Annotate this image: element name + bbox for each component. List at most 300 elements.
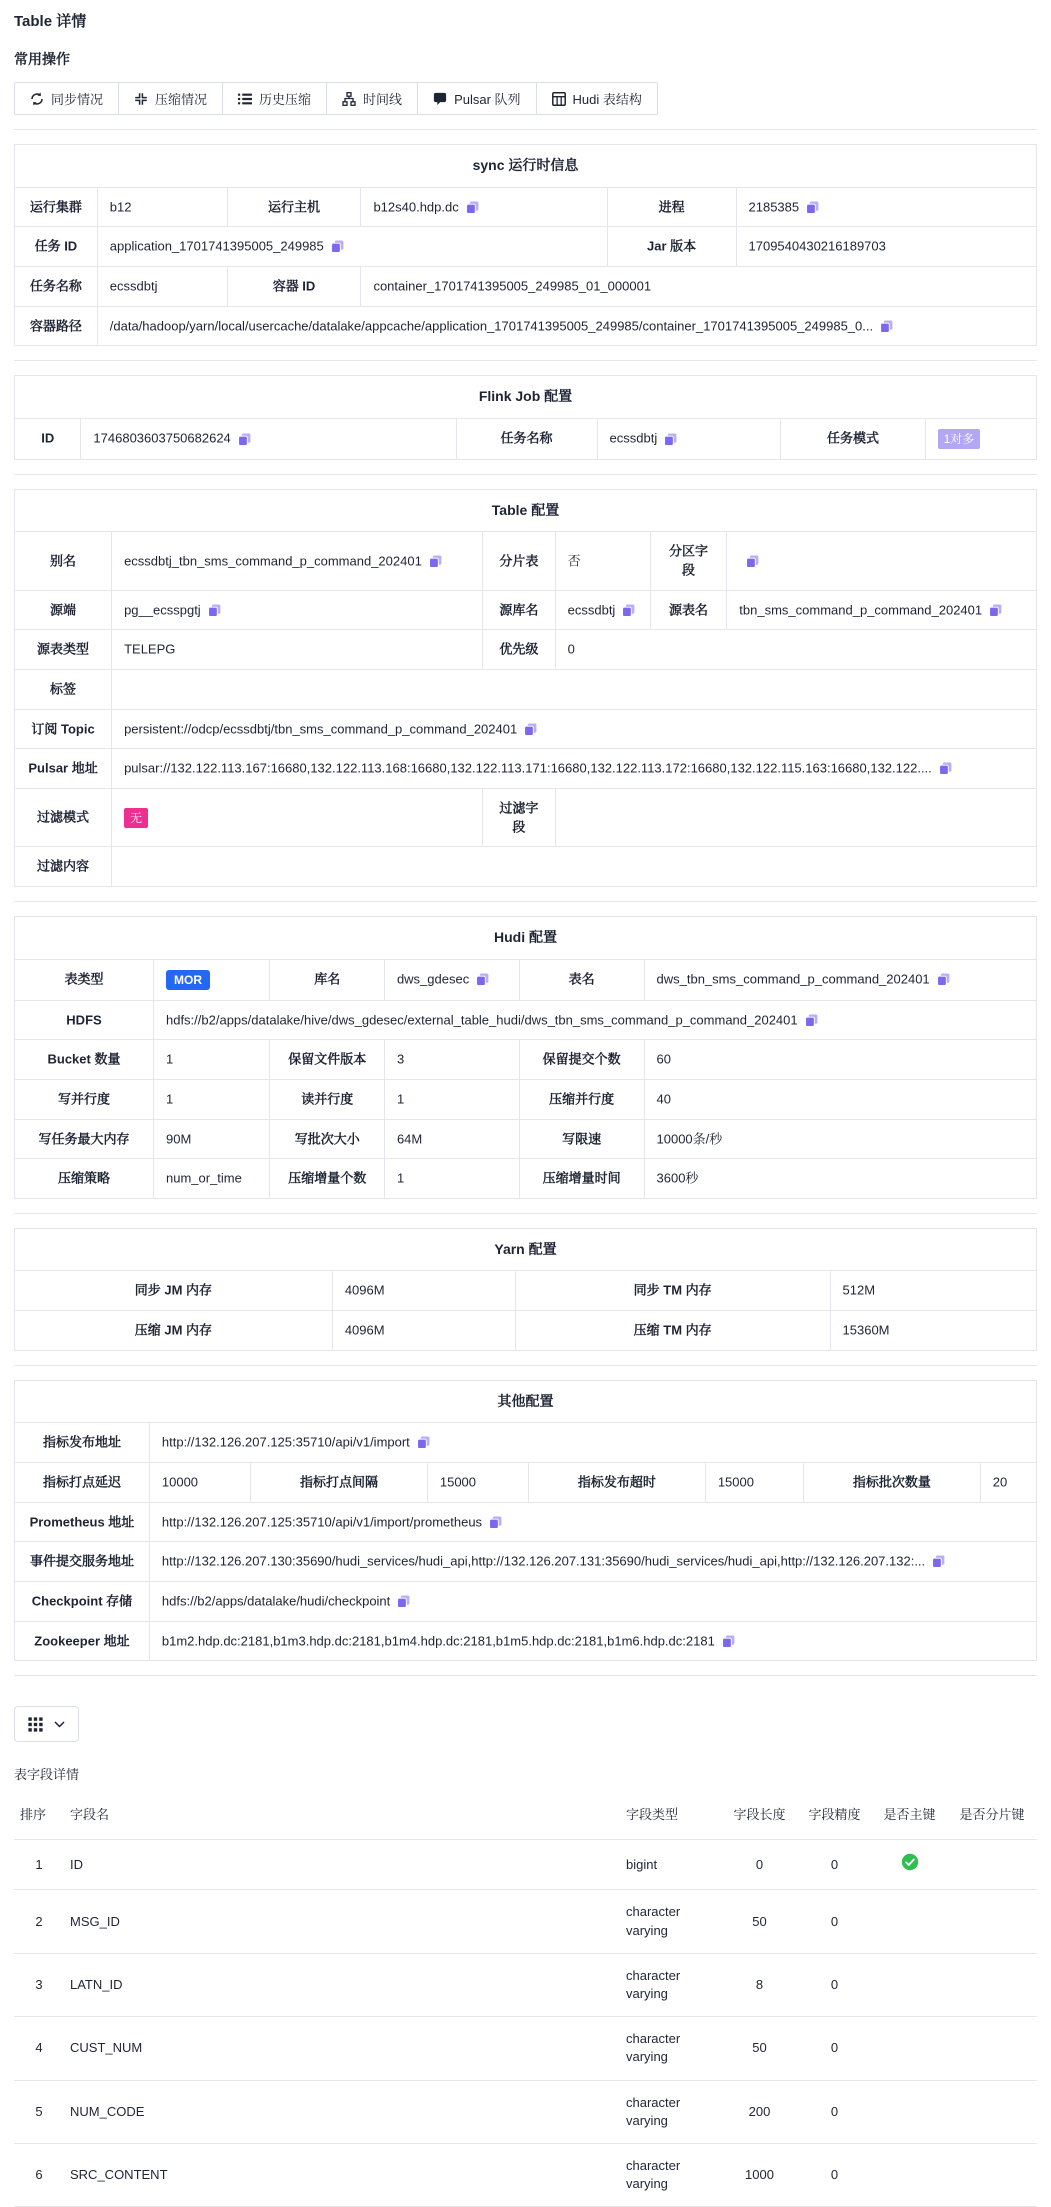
copy-icon[interactable]	[429, 555, 442, 568]
field-value	[384, 1079, 519, 1119]
sync-runtime-card	[14, 144, 1037, 346]
toolbar-button-label: 历史压缩	[259, 92, 312, 107]
field-label-text: Zookeeper 地址	[34, 1633, 130, 1649]
copy-icon[interactable]	[331, 240, 344, 253]
copy-icon[interactable]	[622, 604, 635, 617]
field-label	[15, 1463, 150, 1503]
field-value-text: 1	[165, 1051, 174, 1067]
config-row	[15, 1502, 1037, 1542]
section-title: sync 运行时信息	[15, 145, 1037, 188]
copy-icon[interactable]	[937, 973, 950, 986]
field-value	[736, 187, 1037, 227]
section-title: Flink Job 配置	[15, 376, 1037, 419]
field-length: 8	[722, 1953, 797, 2016]
field-precision: 0	[797, 2017, 872, 2080]
section-divider	[14, 129, 1037, 130]
field-label	[483, 789, 556, 847]
field-value	[153, 959, 270, 1000]
toolbar-button-4[interactable]	[326, 82, 418, 115]
field-label	[519, 1119, 644, 1159]
field-precision: 0	[797, 1840, 872, 1890]
table-row	[14, 1840, 1037, 1890]
field-label	[270, 959, 384, 1000]
field-value	[112, 630, 483, 670]
field-label	[15, 418, 81, 459]
field-length: 50	[722, 2017, 797, 2080]
config-row	[15, 749, 1037, 789]
config-row	[15, 1159, 1037, 1199]
field-label	[607, 187, 736, 227]
config-row	[15, 1542, 1037, 1582]
config-row	[15, 306, 1037, 346]
copy-icon[interactable]	[208, 604, 221, 617]
table-row	[14, 1953, 1037, 2016]
field-value	[727, 532, 1037, 590]
field-label	[519, 1040, 644, 1080]
field-label	[15, 1159, 154, 1199]
config-row	[15, 1463, 1037, 1503]
field-name: CUST_NUM	[64, 2017, 620, 2080]
field-label	[15, 1542, 150, 1582]
field-label	[15, 1581, 150, 1621]
field-label	[15, 1079, 154, 1119]
field-label-text: Jar 版本	[647, 238, 697, 254]
field-label-text: 源库名	[499, 602, 539, 618]
field-length: 50	[722, 1890, 797, 1953]
field-label	[515, 1311, 830, 1351]
field-value	[427, 1463, 528, 1503]
config-row	[15, 1423, 1037, 1463]
field-label	[483, 590, 556, 630]
field-value-text: pg__ecsspgtj	[124, 602, 201, 618]
field-value	[705, 1463, 803, 1503]
field-value-text: 64M	[396, 1131, 423, 1146]
field-precision: 0	[797, 2080, 872, 2143]
copy-icon[interactable]	[466, 201, 479, 214]
field-value-text: 2185385	[748, 199, 800, 215]
config-row	[15, 847, 1037, 887]
field-label-text: 优先级	[499, 641, 539, 657]
config-row	[15, 187, 1037, 227]
field-value-text: 4096M	[344, 1322, 385, 1338]
field-value-text: 1	[396, 1170, 405, 1186]
field-label-text: 指标发布地址	[42, 1434, 121, 1450]
field-value	[112, 670, 1037, 710]
table-row	[14, 2017, 1037, 2080]
field-label-text: 读并行度	[301, 1091, 354, 1107]
field-label	[519, 1159, 644, 1199]
field-value-text: ecssdbtj_tbn_sms_command_p_command_202401	[124, 553, 422, 569]
field-value-text: /data/hadoop/yarn/local/usercache/datalake/appcache/application_1701741395005_249985/container_1701741395005_249985_0...	[109, 318, 874, 334]
copy-icon[interactable]	[722, 1635, 735, 1648]
field-label-text: 进程	[658, 199, 685, 215]
field-label	[227, 187, 361, 227]
history-list-icon	[238, 92, 252, 106]
field-value-text: b12s40.hdp.dc	[373, 199, 459, 215]
field-order: 5	[14, 2080, 64, 2143]
field-label	[227, 266, 361, 306]
fields-column-header: 字段名	[64, 1800, 620, 1840]
table-grid-icon	[552, 92, 566, 106]
field-label-text: 保留文件版本	[288, 1051, 367, 1067]
field-order: 1	[14, 1840, 64, 1890]
field-label	[607, 227, 736, 267]
copy-icon[interactable]	[932, 1555, 945, 1568]
field-label	[515, 1271, 830, 1311]
field-value	[644, 1040, 1037, 1080]
flink-job-config-card	[14, 375, 1037, 460]
field-value-text: hdfs://b2/apps/datalake/hive/dws_gdesec/external_table_hudi/dws_tbn_sms_command_p_command_202401	[165, 1012, 798, 1028]
fields-header-row	[14, 1800, 1037, 1840]
field-value	[384, 1159, 519, 1199]
field-value	[980, 1463, 1036, 1503]
field-label-text: 压缩增量个数	[288, 1170, 367, 1186]
field-label	[483, 532, 556, 590]
section-title: 其他配置	[15, 1380, 1037, 1423]
field-value-text: container_1701741395005_249985_01_000001	[373, 278, 652, 294]
field-value-text: 1746803603750682624	[93, 430, 231, 446]
field-length: 0	[722, 1840, 797, 1890]
field-value	[644, 1079, 1037, 1119]
field-label-text: 运行集群	[29, 199, 82, 215]
field-label	[15, 1000, 154, 1040]
copy-icon[interactable]	[746, 555, 759, 568]
field-label-text: 指标发布超时	[577, 1474, 656, 1490]
config-row	[15, 1311, 1037, 1351]
field-label	[483, 630, 556, 670]
field-value	[97, 266, 227, 306]
section-divider	[14, 474, 1037, 475]
field-primary-key	[872, 2143, 947, 2206]
table-row	[14, 1890, 1037, 1953]
toolbar-button-1[interactable]	[14, 82, 119, 115]
field-value-text: 4096M	[344, 1282, 385, 1298]
config-row	[15, 1621, 1037, 1661]
status-badge: 无	[124, 808, 148, 828]
field-value-text: application_1701741395005_249985	[109, 238, 324, 254]
field-value-text: http://132.126.207.130:35690/hudi_services/hudi_api,http://132.126.207.131:35690/hudi_services/hudi_api,http://132.126.207.132:...	[161, 1553, 926, 1569]
field-label-text: 同步 TM 内存	[633, 1282, 712, 1298]
table-row	[14, 2143, 1037, 2206]
table-config-table	[14, 489, 1037, 887]
common-ops-title: 常用操作	[14, 51, 70, 67]
field-label-text: 写批次大小	[294, 1131, 360, 1146]
field-primary-key	[872, 1890, 947, 1953]
field-type: character varying	[620, 2017, 722, 2080]
field-label-text: Prometheus 地址	[29, 1514, 135, 1530]
field-type: character varying	[620, 2143, 722, 2206]
field-label-text: 分片表	[499, 553, 539, 569]
copy-icon[interactable]	[238, 433, 251, 446]
toolbar-button-label: Pulsar 队列	[454, 92, 521, 107]
field-name: MSG_ID	[64, 1890, 620, 1953]
field-value	[153, 1159, 270, 1199]
grid-icon	[28, 1717, 43, 1732]
copy-icon[interactable]	[664, 433, 677, 446]
fields-column-header: 是否主键	[872, 1800, 947, 1840]
fields-column-header: 字段长度	[722, 1800, 797, 1840]
field-value	[555, 789, 1036, 847]
field-value	[112, 590, 483, 630]
field-label	[650, 532, 727, 590]
field-label-text: 容器 ID	[272, 278, 316, 294]
field-primary-key	[872, 1840, 947, 1890]
field-shard-key	[947, 1840, 1037, 1890]
field-label	[270, 1159, 384, 1199]
field-value	[644, 1119, 1037, 1159]
toolbar-button-5[interactable]	[417, 82, 536, 115]
field-precision: 0	[797, 1953, 872, 2016]
field-type: character varying	[620, 2080, 722, 2143]
field-order: 6	[14, 2143, 64, 2206]
copy-icon[interactable]	[476, 973, 489, 986]
field-value-text: 512M	[842, 1282, 876, 1298]
field-label-text: 压缩 JM 内存	[134, 1322, 213, 1338]
field-value-text: b12	[109, 199, 132, 215]
field-value	[644, 959, 1037, 1000]
field-label	[650, 590, 727, 630]
section-divider	[14, 1365, 1037, 1366]
config-row	[15, 418, 1037, 459]
config-row	[15, 1040, 1037, 1080]
field-value-text: dws_gdesec	[396, 971, 470, 987]
section-divider	[14, 1675, 1037, 1676]
field-name: LATN_ID	[64, 1953, 620, 2016]
copy-icon[interactable]	[806, 201, 819, 214]
config-row	[15, 789, 1037, 847]
section-title: Hudi 配置	[15, 916, 1037, 959]
field-value-text: 3	[396, 1051, 405, 1067]
field-label-text: 指标批次数量	[852, 1474, 931, 1490]
config-row	[15, 1271, 1037, 1311]
field-value	[925, 418, 1036, 459]
sync-icon	[30, 92, 44, 106]
field-label	[15, 1502, 150, 1542]
copy-icon[interactable]	[939, 762, 952, 775]
field-shard-key	[947, 1953, 1037, 2016]
field-label	[15, 1423, 150, 1463]
field-label-text: 源表类型	[37, 641, 90, 657]
field-value-text: 60	[656, 1051, 671, 1067]
field-label-text: 同步 JM 内存	[134, 1282, 213, 1298]
field-label-text: 过滤字段	[499, 800, 539, 835]
field-value	[97, 227, 607, 267]
config-row	[15, 1581, 1037, 1621]
toolbar-button-label: 同步情况	[51, 92, 104, 107]
field-label	[15, 532, 112, 590]
copy-icon[interactable]	[397, 1595, 410, 1608]
field-value	[384, 1119, 519, 1159]
field-label-text: ID	[41, 430, 55, 446]
column-settings-dropdown[interactable]	[14, 1706, 79, 1742]
fields-column-header: 字段精度	[797, 1800, 872, 1840]
field-type: bigint	[620, 1840, 722, 1890]
field-order: 3	[14, 1953, 64, 2016]
field-label-text: Checkpoint 存储	[31, 1593, 133, 1609]
field-value	[153, 1079, 270, 1119]
field-value	[97, 187, 227, 227]
field-label	[270, 1119, 384, 1159]
field-value-text: dws_tbn_sms_command_p_command_202401	[656, 971, 930, 987]
status-badge: 1对多	[938, 429, 981, 449]
field-value	[644, 1159, 1037, 1199]
field-label	[15, 709, 112, 749]
field-label-text: 运行主机	[267, 199, 320, 215]
field-value-text: http://132.126.207.125:35710/api/v1/import/prometheus	[161, 1514, 483, 1530]
field-value	[555, 590, 650, 630]
section-header-row	[15, 1380, 1037, 1423]
field-value	[153, 1000, 1036, 1040]
field-label-text: 压缩增量时间	[542, 1170, 621, 1186]
section-header-row	[15, 1228, 1037, 1271]
field-value	[149, 1502, 1036, 1542]
field-label-text: 分区字段	[668, 543, 708, 578]
field-name: ID	[64, 1840, 620, 1890]
field-value	[81, 418, 456, 459]
field-label-text: 指标打点延迟	[42, 1474, 121, 1490]
field-label-text: 表名	[568, 971, 595, 987]
field-label	[781, 418, 925, 459]
field-label	[15, 959, 154, 1000]
sync-runtime-table	[14, 144, 1037, 346]
field-label	[15, 1621, 150, 1661]
field-label	[15, 789, 112, 847]
field-value	[361, 266, 1037, 306]
config-sections	[14, 144, 1037, 1676]
field-value	[97, 306, 1036, 346]
field-label-text: 表类型	[64, 971, 104, 987]
hudi-config-card	[14, 916, 1037, 1199]
field-type: character varying	[620, 1890, 722, 1953]
field-label-text: 压缩策略	[57, 1170, 110, 1186]
fields-section-title: 表字段详情	[14, 1767, 80, 1783]
field-value	[149, 1581, 1036, 1621]
field-value	[112, 847, 1037, 887]
field-value-text: 15000	[439, 1474, 477, 1490]
field-label-text: HDFS	[66, 1012, 102, 1028]
config-row	[15, 590, 1037, 630]
toolbar-button-2[interactable]	[118, 82, 223, 115]
yarn-config-card	[14, 1228, 1037, 1351]
field-value-text: pulsar://132.122.113.167:16680,132.122.113.168:16680,132.122.113.171:16680,132.122.113.172:16680,132.122.115.163:16680,132.122....	[124, 760, 932, 776]
other-config-card	[14, 1380, 1037, 1662]
field-label	[15, 749, 112, 789]
field-label	[519, 959, 644, 1000]
section-title: Table 配置	[15, 489, 1037, 532]
field-label-text: 库名	[314, 971, 341, 987]
field-label-text: 过滤内容	[37, 858, 90, 874]
field-length: 1000	[722, 2143, 797, 2206]
copy-icon[interactable]	[489, 1516, 502, 1529]
section-divider	[14, 1213, 1037, 1214]
field-value	[727, 590, 1037, 630]
config-row	[15, 670, 1037, 710]
field-label-text: 事件提交服务地址	[29, 1553, 134, 1569]
section-header-row	[15, 145, 1037, 188]
field-label	[15, 1119, 154, 1159]
toolbar-button-label: Hudi 表结构	[572, 92, 642, 107]
field-label-text: 容器路径	[29, 318, 82, 334]
field-label-text: 任务模式	[827, 430, 880, 446]
field-value-text: http://132.126.207.125:35710/api/v1/import	[161, 1434, 410, 1450]
section-header-row	[15, 916, 1037, 959]
field-label	[456, 418, 597, 459]
field-value	[149, 1423, 1036, 1463]
copy-icon[interactable]	[417, 1436, 430, 1449]
field-value	[149, 1621, 1036, 1661]
fields-table	[14, 1800, 1037, 2207]
copy-icon[interactable]	[880, 320, 893, 333]
field-label-text: 订阅 Topic	[31, 721, 95, 737]
field-value	[149, 1463, 250, 1503]
section-divider	[14, 901, 1037, 902]
timeline-icon	[342, 92, 356, 106]
field-value	[112, 789, 483, 847]
hudi-config-table	[14, 916, 1037, 1199]
field-value-text: 90M	[165, 1131, 192, 1146]
section-header-row	[15, 376, 1037, 419]
config-row	[15, 227, 1037, 267]
config-row	[15, 709, 1037, 749]
toolbar-button-label: 压缩情况	[155, 92, 208, 107]
field-value-text: 20	[992, 1474, 1008, 1490]
field-label-text: 源表名	[668, 602, 708, 618]
field-label	[15, 1311, 333, 1351]
field-label	[529, 1463, 706, 1503]
copy-icon[interactable]	[805, 1014, 818, 1027]
field-label	[15, 227, 98, 267]
field-value	[555, 532, 650, 590]
field-label-text: 别名	[50, 553, 77, 569]
field-label-text: 过滤模式	[37, 809, 90, 825]
field-value	[112, 709, 1037, 749]
field-precision: 0	[797, 1890, 872, 1953]
field-length: 200	[722, 2080, 797, 2143]
field-value-text: 10000	[161, 1474, 199, 1490]
field-value-text: TELEPG	[124, 641, 176, 657]
copy-icon[interactable]	[989, 604, 1002, 617]
config-row	[15, 532, 1037, 590]
field-value	[597, 418, 781, 459]
flink-job-config-table	[14, 375, 1037, 460]
field-primary-key	[872, 2017, 947, 2080]
toolbar-button-6[interactable]	[536, 82, 658, 115]
field-primary-key	[872, 1953, 947, 2016]
toolbar-button-3[interactable]	[222, 82, 327, 115]
field-label	[15, 306, 98, 346]
field-value-text: 15360M	[842, 1322, 890, 1338]
field-shard-key	[947, 1890, 1037, 1953]
field-label-text: 保留提交个数	[542, 1051, 621, 1067]
field-label-text: 任务名称	[500, 430, 553, 446]
field-order: 2	[14, 1890, 64, 1953]
field-shard-key	[947, 2143, 1037, 2206]
status-badge: MOR	[166, 970, 210, 990]
field-label-text: 源端	[50, 602, 77, 618]
field-label	[251, 1463, 428, 1503]
fields-column-header: 排序	[14, 1800, 64, 1840]
field-value	[830, 1311, 1036, 1351]
field-value	[153, 1119, 270, 1159]
field-value-text: 1709540430216189703	[748, 238, 886, 254]
section-title: Yarn 配置	[15, 1228, 1037, 1271]
field-value-text: 1	[396, 1091, 405, 1107]
field-label	[270, 1040, 384, 1080]
field-value	[332, 1271, 515, 1311]
config-row	[15, 1079, 1037, 1119]
copy-icon[interactable]	[524, 723, 537, 736]
field-label	[15, 590, 112, 630]
